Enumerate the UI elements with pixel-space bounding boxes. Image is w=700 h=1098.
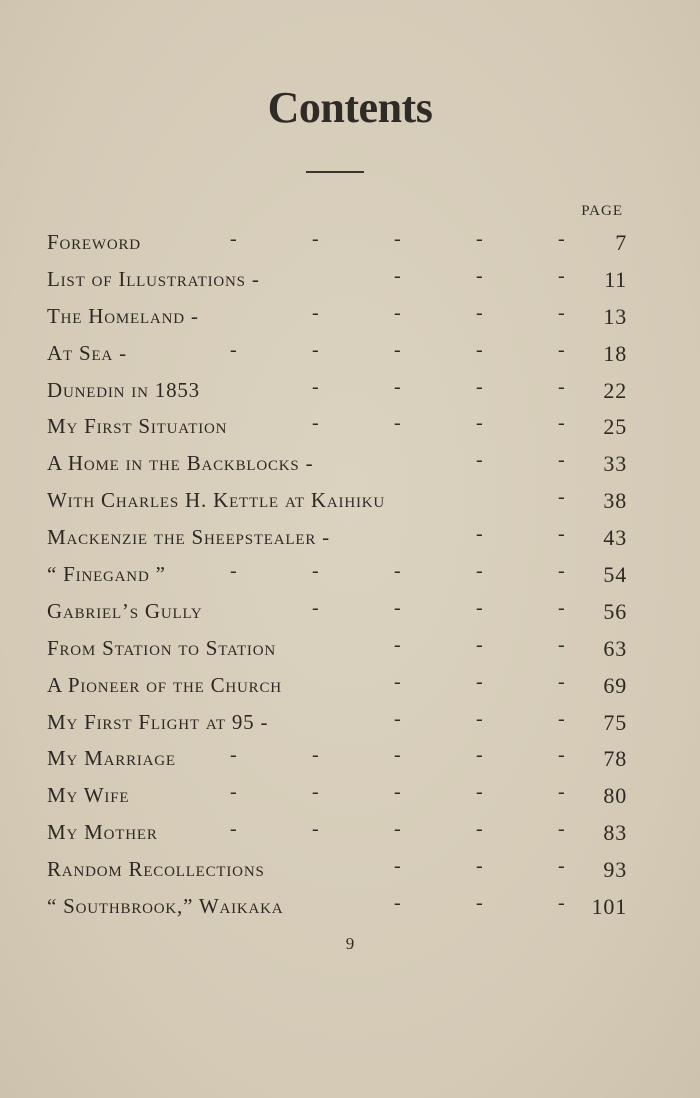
leader-dash: - <box>558 892 566 915</box>
leader-dash: - <box>558 855 566 878</box>
leader-dash: - <box>558 670 566 693</box>
leader-dash: - <box>558 301 566 324</box>
leader-dash: - <box>558 449 566 472</box>
page-title: Contents <box>267 83 433 132</box>
toc-entry-page: 101 <box>591 894 627 920</box>
toc-entry-title: Random Recollections <box>47 857 265 882</box>
toc-entry <box>47 777 627 814</box>
leader-dash: - <box>312 338 320 361</box>
leader-dash: - <box>476 449 484 472</box>
leader-dash: - <box>558 523 566 546</box>
leader-dash: - <box>312 596 320 619</box>
toc-entry-page: 69 <box>603 672 627 698</box>
toc-entry-page: 22 <box>603 377 627 403</box>
toc-entry <box>47 445 627 482</box>
leader-dash: - <box>394 855 402 878</box>
toc-entry <box>47 667 627 704</box>
toc-entry-title: With Charles H. Kettle at Kaihiku <box>47 488 386 513</box>
leader-dash: - <box>558 596 566 619</box>
toc-entry-page: 63 <box>603 635 627 661</box>
leader-dash: - <box>230 781 238 804</box>
leader-dash: - <box>394 375 402 398</box>
leader-dash: - <box>394 670 402 693</box>
toc-entry-title: Mackenzie the Sheepstealer - <box>47 525 330 550</box>
toc-entry-page: 33 <box>603 451 627 477</box>
toc-entry <box>47 556 627 593</box>
leader-dash: - <box>476 633 484 656</box>
toc-entry-page: 7 <box>615 230 627 255</box>
leader-dash: - <box>230 744 238 767</box>
toc-entry-title: At Sea - <box>47 340 127 365</box>
toc-entry <box>47 704 627 741</box>
leader-dash: - <box>476 855 484 878</box>
leader-dash: - <box>394 338 402 361</box>
leader-dash: - <box>476 744 484 767</box>
leader-dash: - <box>394 633 402 656</box>
toc-entry <box>47 593 627 630</box>
toc-entry-title: “ Finegand ” <box>47 562 166 587</box>
page-number: 9 <box>345 934 355 953</box>
leader-dash: - <box>476 301 484 324</box>
toc-entry-title: My Marriage <box>47 746 176 771</box>
toc-entry-title: My First Situation <box>47 414 228 439</box>
table-of-contents <box>47 224 627 925</box>
toc-entry-title: A Home in the Backblocks - <box>47 451 314 476</box>
toc-entry-title: My First Flight at 95 - <box>47 709 269 734</box>
toc-entry <box>47 298 627 335</box>
leader-dash: - <box>558 744 566 767</box>
leader-dash: - <box>476 818 484 841</box>
toc-entry <box>47 888 627 925</box>
toc-entry-title: Dunedin in 1853 <box>47 377 200 402</box>
toc-entry-page: 93 <box>603 857 627 883</box>
leader-dash: - <box>476 670 484 693</box>
toc-entry-page: 11 <box>604 266 627 292</box>
toc-entry-title: List of Illustrations - <box>47 266 260 291</box>
toc-entry-page: 18 <box>603 340 627 366</box>
toc-entry-page: 38 <box>603 488 627 514</box>
toc-entry-page: 13 <box>603 303 627 329</box>
toc-entry-page: 25 <box>603 414 627 440</box>
leader-dash: - <box>558 412 566 435</box>
leader-dash: - <box>394 707 402 730</box>
title-rule <box>306 171 364 173</box>
toc-entry-page: 43 <box>603 525 627 551</box>
leader-dash: - <box>558 633 566 656</box>
leader-dash: - <box>476 892 484 915</box>
leader-dash: - <box>312 744 320 767</box>
toc-entry <box>47 482 627 519</box>
leader-dash: - <box>476 781 484 804</box>
leader-dash: - <box>394 781 402 804</box>
leader-dash: - <box>312 560 320 583</box>
toc-entry-title: My Wife <box>47 783 130 808</box>
leader-dash: - <box>394 818 402 841</box>
toc-entry <box>47 372 627 409</box>
leader-dash: - <box>558 707 566 730</box>
toc-entry-page: 75 <box>603 709 627 735</box>
leader-dash: - <box>312 412 320 435</box>
leader-dash: - <box>312 781 320 804</box>
leader-dash: - <box>312 818 320 841</box>
toc-entry <box>47 740 627 777</box>
leader-dash: - <box>476 707 484 730</box>
toc-entry-title: From Station to Station <box>47 635 276 660</box>
leader-dash: - <box>394 228 402 250</box>
toc-entry-page: 78 <box>603 746 627 772</box>
leader-dash: - <box>394 560 402 583</box>
leader-dash: - <box>558 338 566 361</box>
leader-dash: - <box>476 375 484 398</box>
leader-dash: - <box>476 523 484 546</box>
leader-dash: - <box>312 228 320 250</box>
leader-dash: - <box>558 486 566 509</box>
leader-dash: - <box>312 375 320 398</box>
leader-dash: - <box>476 560 484 583</box>
toc-entry-page: 56 <box>603 598 627 624</box>
leader-dash: - <box>394 892 402 915</box>
leader-dash: - <box>558 818 566 841</box>
leader-dash: - <box>394 264 402 287</box>
leader-dash: - <box>394 744 402 767</box>
toc-entry-title: A Pioneer of the Church <box>47 672 282 697</box>
leader-dash: - <box>476 338 484 361</box>
toc-entry-title: The Homeland - <box>47 303 199 328</box>
toc-entry <box>47 519 627 556</box>
toc-entry-title: Gabriel’s Gully <box>47 598 203 623</box>
leader-dash: - <box>476 596 484 619</box>
leader-dash: - <box>558 375 566 398</box>
leader-dash: - <box>558 228 566 250</box>
toc-entry <box>47 630 627 667</box>
toc-entry-page: 83 <box>603 820 627 846</box>
leader-dash: - <box>230 560 238 583</box>
toc-entry-title: Foreword <box>47 230 141 254</box>
leader-dash: - <box>558 781 566 804</box>
page-column-heading: PAGE <box>581 203 623 219</box>
leader-dash: - <box>394 301 402 324</box>
leader-dash: - <box>476 412 484 435</box>
toc-entry <box>47 814 627 851</box>
toc-entry <box>47 851 627 888</box>
toc-entry <box>47 335 627 372</box>
toc-entry <box>47 408 627 445</box>
leader-dash: - <box>476 264 484 287</box>
leader-dash: - <box>230 818 238 841</box>
toc-entry-title: “ Southbrook,” Waikaka <box>47 894 284 919</box>
toc-entry <box>47 224 627 261</box>
leader-dash: - <box>394 412 402 435</box>
toc-entry-title: My Mother <box>47 820 158 845</box>
leader-dash: - <box>230 338 238 361</box>
toc-entry <box>47 261 627 298</box>
leader-dash: - <box>394 596 402 619</box>
leader-dash: - <box>476 228 484 250</box>
leader-dash: - <box>230 228 238 250</box>
toc-entry-page: 80 <box>603 783 627 809</box>
leader-dash: - <box>312 301 320 324</box>
leader-dash: - <box>558 264 566 287</box>
leader-dash: - <box>558 560 566 583</box>
toc-entry-page: 54 <box>603 562 627 588</box>
